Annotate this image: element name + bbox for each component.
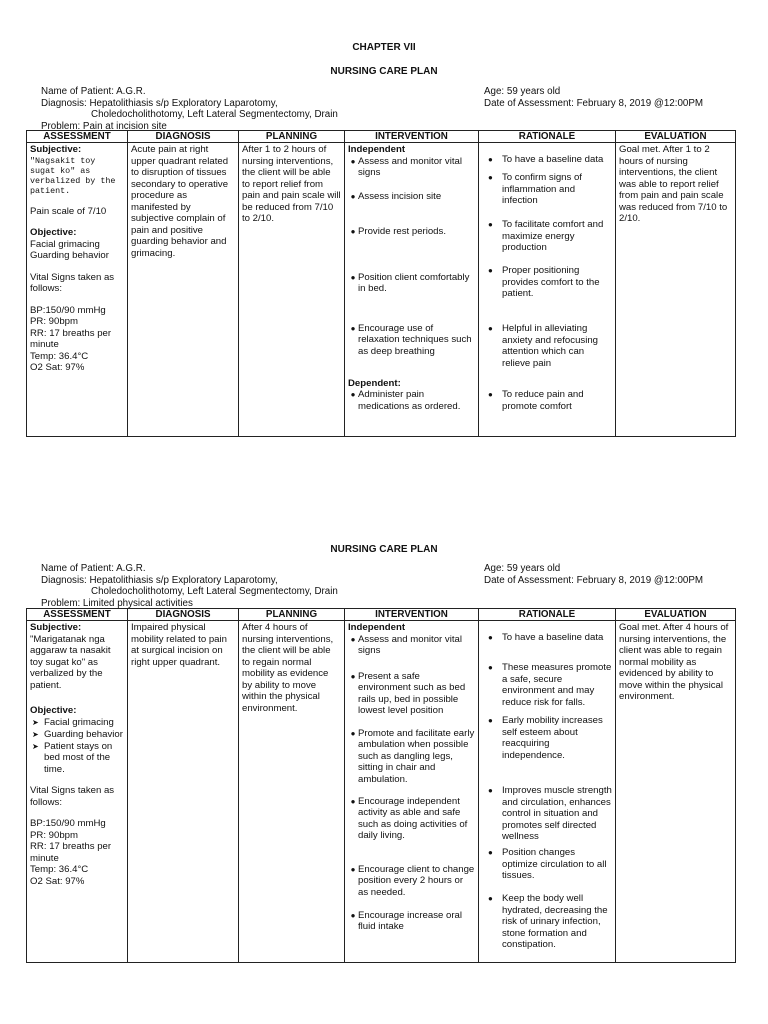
vitals-intro: Vital Signs taken as follows: [30, 271, 115, 295]
list-item: ➤ Guarding behavior [32, 728, 123, 740]
table-header-row [27, 609, 736, 621]
bullet-icon: ● [350, 191, 356, 201]
care-plan-table [26, 130, 736, 437]
evaluation-cell: Goal met. After 1 to 2 hours of nursing interventions, the client was able to report relief from pain and pain scale was reduced from 7/10 to 2/10. [616, 143, 736, 437]
bullet-icon: ● [488, 716, 493, 725]
intervention-cell [345, 621, 479, 963]
list-item: ● Position changes optimize circulation to all tissues. [482, 847, 612, 893]
patient-age: Age: 59 years old [484, 563, 561, 574]
planning-cell: After 1 to 2 hours of nursing interventions, the client will be able to report relief from pain and pain scale will be reduced from 7/10 to 2/10. [239, 143, 345, 437]
plan-title: NURSING CARE PLAN [330, 544, 438, 555]
vital-sign: RR: 17 breaths per minute [30, 327, 112, 351]
header-rationale: RATIONALE [479, 131, 616, 143]
list-item: ● Helpful in alleviating anxiety and refocusing attention which can relieve pain [482, 323, 612, 389]
problem-statement: Problem: Pain at incision site [41, 120, 167, 132]
header-evaluation: EVALUATION [616, 131, 736, 143]
list-item: ● Provide rest periods. [348, 226, 475, 272]
list-item: ● Improves muscle strength and circulation, enhances control in situation and promotes self directed wellness [482, 785, 612, 847]
diagnosis-cell: Acute pain at right upper quadrant related to disruption of tissues secondary to operative procedure as manifested by subjective complain of pain and positive guarding behavior and grimacing. [128, 143, 239, 437]
header-planning: PLANNING [239, 131, 345, 143]
bullet-icon: ● [350, 634, 356, 644]
list-item: ● Encourage independent activity as able and safe such as doing activities of daily living. [348, 796, 475, 864]
arrow-bullet-icon: ➤ [32, 717, 39, 727]
list-item: ● Keep the body well hydrated, decreasing the risk of urinary infection, stone formation and constipation. [488, 893, 608, 950]
patient-info-block [41, 563, 741, 609]
bullet-icon: ● [350, 390, 356, 399]
vital-sign: RR: 17 breaths per minute [30, 841, 112, 864]
bullet-icon: ● [488, 220, 493, 229]
assessment-date: Date of Assessment: February 8, 2019 @12:00PM [484, 97, 704, 109]
problem-statement: Problem: Limited physical activities [41, 597, 193, 609]
diagnosis-line-1: Diagnosis: Hepatolithiasis s/p Exploratory Laparotomy, [41, 574, 278, 586]
list-item: ● To facilitate comfort and maximize energy production [482, 219, 612, 265]
care-plan-table [26, 608, 736, 963]
vital-sign: BP:150/90 mmHg [30, 818, 106, 829]
table-row [27, 143, 736, 437]
list-item: ● Promote and facilitate early ambulation when possible such as dangling legs, sitting in chair and ambulation. [348, 728, 475, 796]
list-item: ● Assess incision site [348, 191, 475, 226]
table-header-row [27, 131, 736, 143]
arrow-bullet-icon: ➤ [32, 741, 39, 751]
plan-title: NURSING CARE PLAN [330, 66, 438, 77]
vital-sign: Temp: 36.4°C [30, 350, 89, 362]
list-item: ● Encourage client to change position every 2 hours or as needed. [348, 864, 475, 910]
diagnosis-line-2: Choledocholithotomy, Left Lateral Segmentectomy, Drain [91, 586, 338, 597]
list-item: ➤ Patient stays on bed most of the time. [32, 740, 113, 775]
rationale-cell [479, 621, 616, 963]
bullet-icon: ● [350, 910, 356, 920]
subjective-label: Subjective: [30, 622, 82, 633]
bullet-icon: ● [488, 786, 493, 795]
list-item: ● To confirm signs of inflammation and infection [482, 172, 612, 219]
patient-info-block [41, 86, 741, 132]
bullet-icon: ● [488, 266, 493, 275]
subjective-quote: "Marigatanak nga aggaraw ta nasakit toy sugat ko" as verbalized by the patient. [30, 633, 111, 691]
dependent-label: Dependent: [348, 377, 401, 389]
table-row [27, 621, 736, 963]
intervention-cell [345, 143, 479, 437]
bullet-icon: ● [350, 796, 356, 806]
chapter-heading: CHAPTER VII [352, 42, 416, 53]
vital-sign: BP:150/90 mmHg [30, 304, 106, 316]
bullet-icon: ● [350, 226, 356, 236]
list-item: ● Assess and monitor vital signs [348, 156, 475, 191]
diagnosis-line-2: Choledocholithotomy, Left Lateral Segmentectomy, Drain [91, 109, 338, 120]
patient-name: Name of Patient: A.G.R. [41, 86, 146, 97]
header-evaluation: EVALUATION [616, 609, 736, 621]
list-item: ● To reduce pain and promote comfort [488, 389, 584, 412]
header-rationale: RATIONALE [479, 609, 616, 621]
list-item: ● Encourage use of relaxation techniques such as deep breathing [348, 323, 475, 378]
evaluation-cell: Goal met. After 4 hours of nursing interventions, the client was able to regain normal mobility as evidenced by ability to move within the physical environment. [616, 621, 736, 963]
rationale-cell [479, 143, 616, 437]
list-item: ● To have a baseline data [482, 632, 612, 662]
list-item: ● Position client comfortably in bed. [348, 272, 475, 323]
list-item: ● Administer pain medications as ordered. [348, 389, 475, 412]
objective-item: Guarding behavior [30, 250, 109, 262]
subjective-quote: "Nagsakit toy sugat ko" as verbalized by the patient. [30, 155, 116, 196]
assessment-date: Date of Assessment: February 8, 2019 @12:00PM [484, 574, 704, 586]
independent-label: Independent [348, 622, 406, 633]
bullet-icon: ● [488, 155, 493, 164]
objective-label: Objective: [30, 705, 77, 716]
vital-sign: PR: 90bpm [30, 829, 78, 841]
header-planning: PLANNING [239, 609, 345, 621]
list-item: ● Encourage increase oral fluid intake [348, 910, 475, 933]
bullet-icon: ● [488, 324, 493, 333]
header-intervention: INTERVENTION [345, 609, 479, 621]
vital-sign: PR: 90bpm [30, 316, 78, 328]
objective-label: Objective: [30, 227, 77, 239]
arrow-bullet-icon: ➤ [32, 729, 39, 739]
list-item: ● These measures promote a safe, secure environment and may reduce risk for falls. [482, 662, 612, 715]
pain-scale: Pain scale of 7/10 [30, 205, 107, 217]
bullet-icon: ● [488, 894, 493, 903]
header-diagnosis: DIAGNOSIS [128, 609, 239, 621]
bullet-icon: ● [350, 323, 356, 333]
patient-name: Name of Patient: A.G.R. [41, 563, 146, 574]
assessment-cell [27, 621, 128, 963]
patient-age: Age: 59 years old [484, 86, 561, 97]
bullet-icon: ● [350, 671, 356, 681]
vitals-intro: Vital Signs taken as follows: [30, 785, 115, 808]
list-item: ● To have a baseline data [482, 154, 612, 172]
bullet-icon: ● [488, 390, 493, 399]
bullet-icon: ● [488, 633, 493, 642]
list-item: ● Early mobility increases self esteem about reacquiring independence. [482, 715, 612, 785]
list-item: ● Present a safe environment such as bed rails up, bed in possible lowest level position [348, 671, 475, 728]
bullet-icon: ● [350, 272, 356, 282]
bullet-icon: ● [488, 848, 493, 857]
subjective-label: Subjective: [30, 144, 82, 155]
diagnosis-line-1: Diagnosis: Hepatolithiasis s/p Exploratory Laparotomy, [41, 97, 278, 109]
planning-cell: After 4 hours of nursing interventions, the client will be able to regain normal mobility as evidence by ability to move within the physical environment. [239, 621, 345, 963]
header-intervention: INTERVENTION [345, 131, 479, 143]
bullet-icon: ● [350, 156, 356, 166]
list-item: ➤ Facial grimacing [32, 716, 114, 728]
bullet-icon: ● [488, 173, 493, 182]
header-assessment: ASSESSMENT [27, 609, 128, 621]
header-assessment: ASSESSMENT [27, 131, 128, 143]
header-diagnosis: DIAGNOSIS [128, 131, 239, 143]
objective-item: Facial grimacing [30, 238, 100, 250]
assessment-cell [27, 143, 128, 437]
bullet-icon: ● [488, 663, 493, 672]
vital-sign: O2 Sat: 97% [30, 875, 85, 887]
diagnosis-cell: Impaired physical mobility related to pain at surgical incision on right upper quadrant. [128, 621, 239, 963]
bullet-icon: ● [350, 728, 356, 738]
bullet-icon: ● [350, 864, 356, 874]
vital-sign: O2 Sat: 97% [30, 362, 85, 374]
vital-sign: Temp: 36.4°C [30, 864, 89, 875]
independent-label: Independent [348, 144, 406, 155]
list-item: ● Proper positioning provides comfort to the patient. [482, 265, 612, 323]
list-item: ● Assess and monitor vital signs [348, 634, 475, 671]
